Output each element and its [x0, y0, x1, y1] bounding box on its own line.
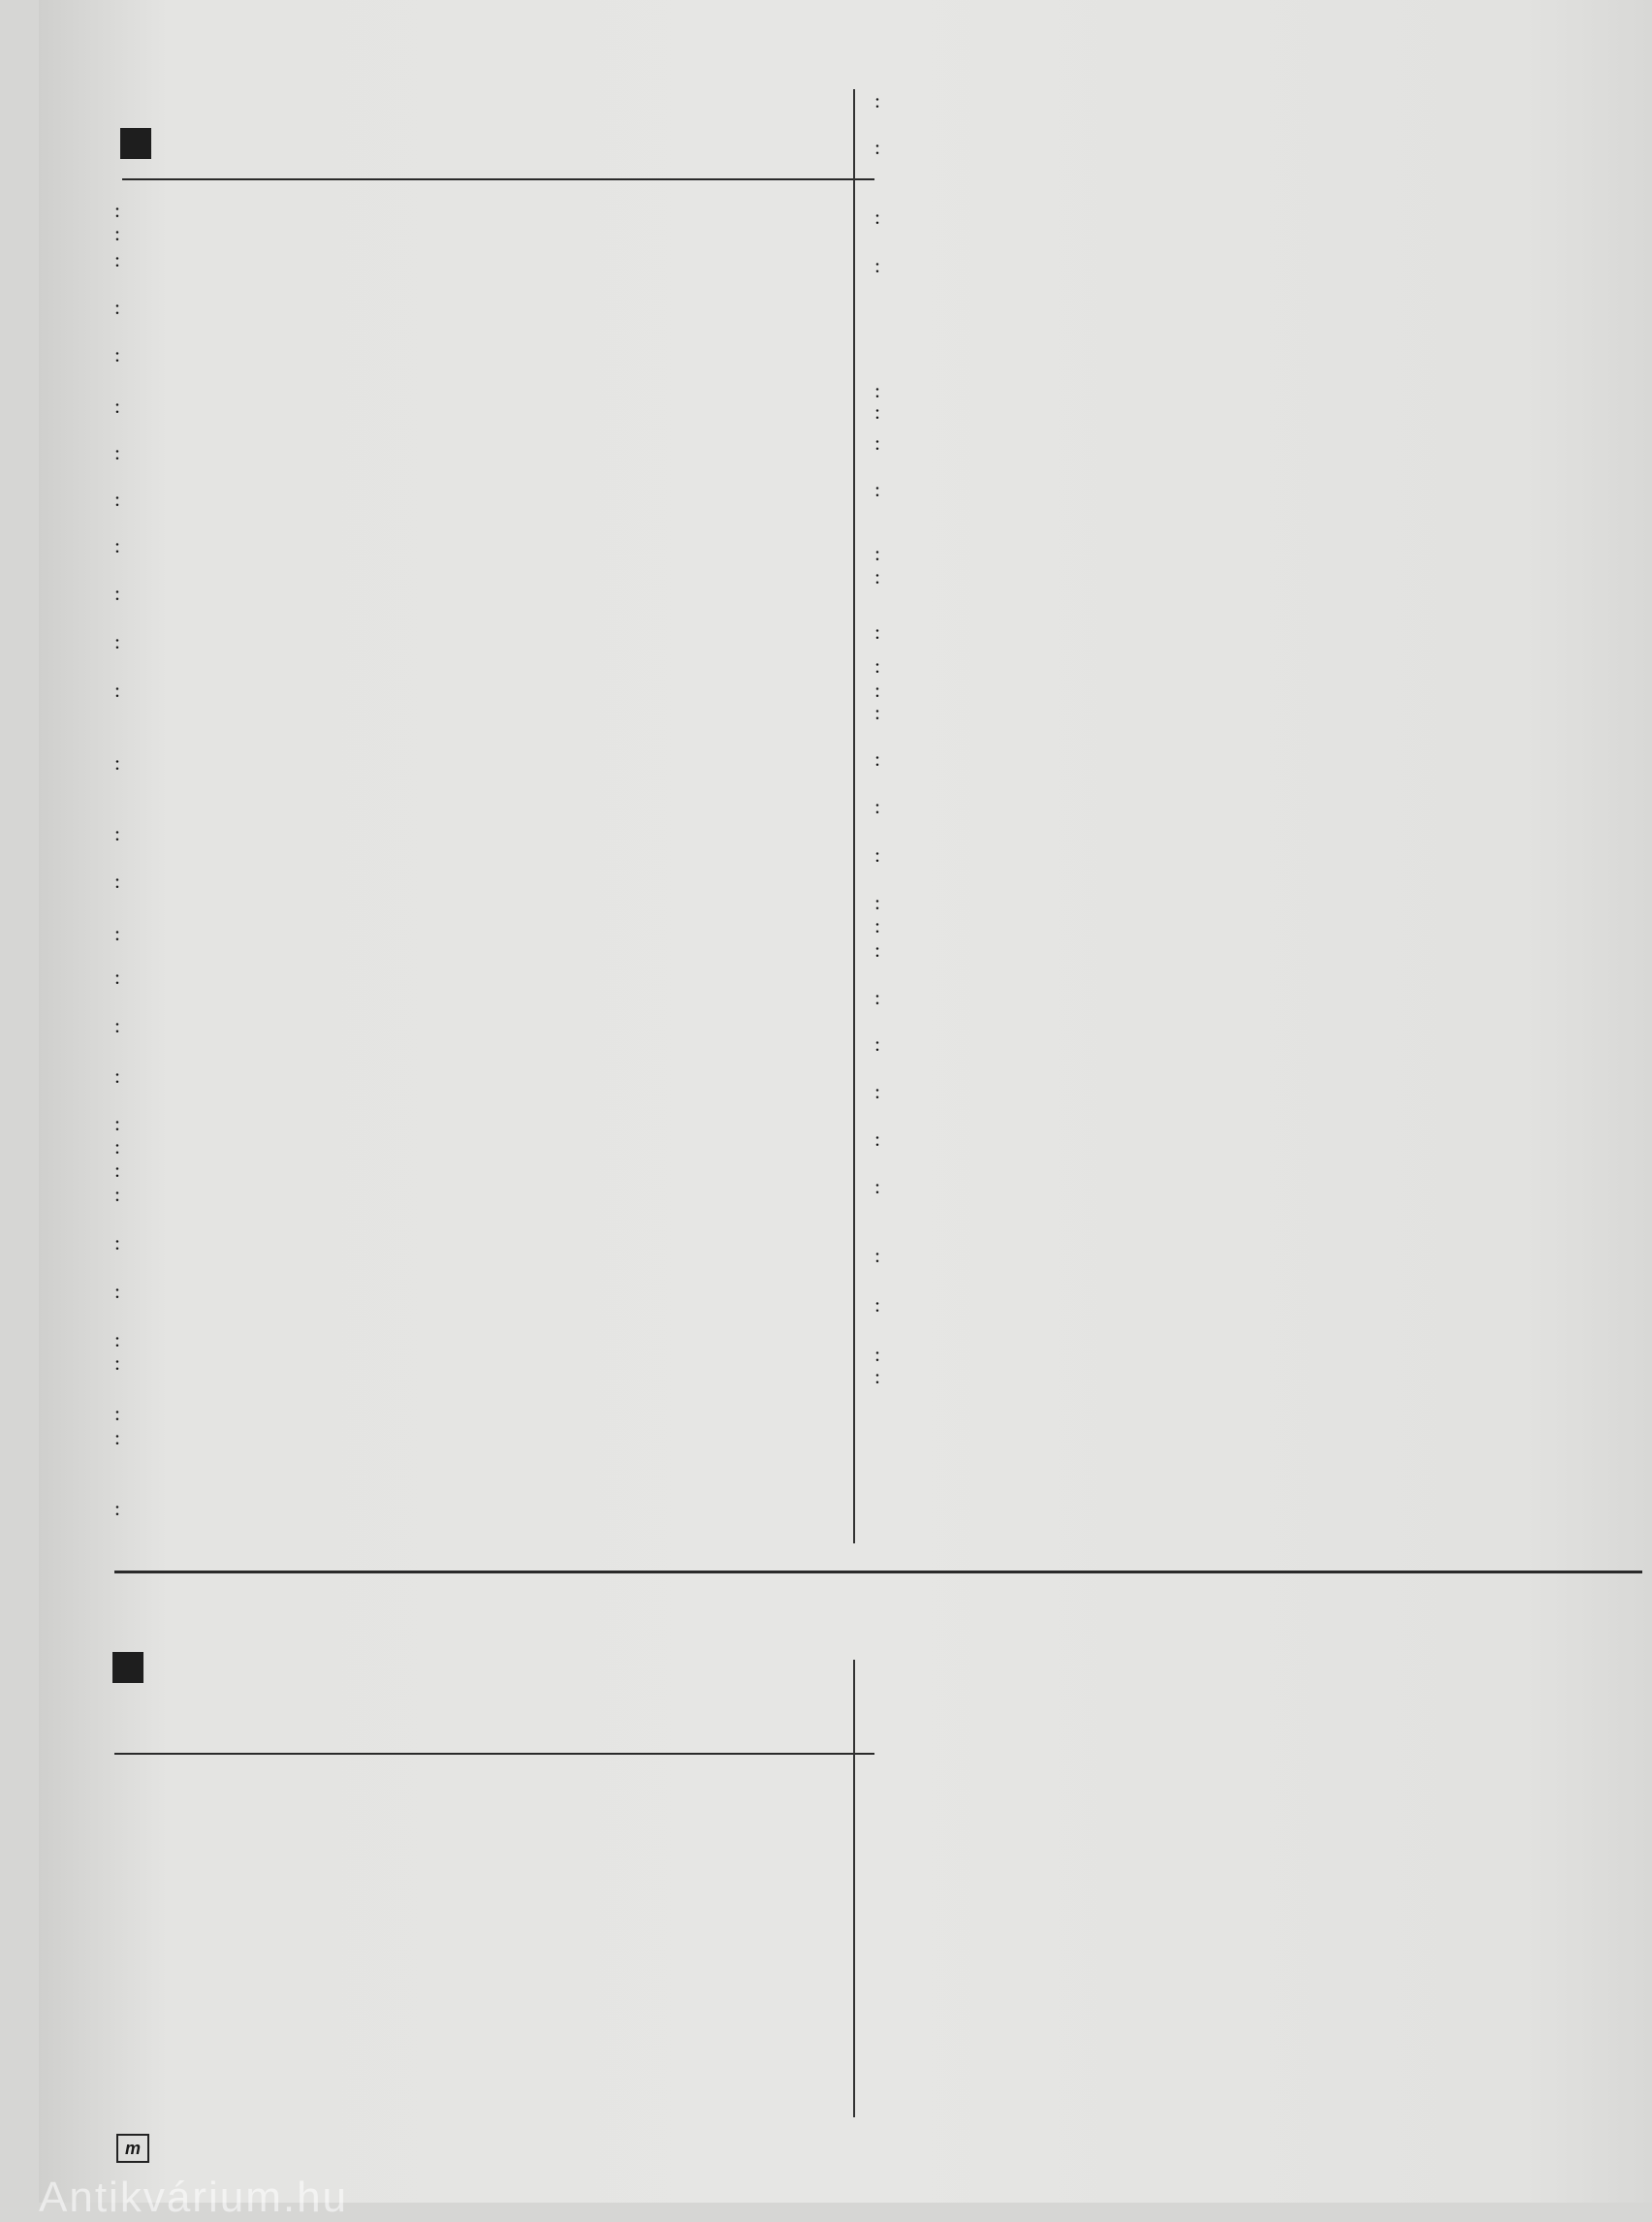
entry-text: :	[114, 343, 120, 366]
index-entry	[874, 1293, 1456, 1317]
entry-text: :	[114, 222, 120, 245]
index-entry	[114, 679, 696, 703]
entry-text: :	[874, 379, 880, 402]
entry-text: :	[114, 488, 120, 511]
index-entry	[874, 379, 1456, 403]
index-entry	[874, 795, 1456, 819]
index-entry	[114, 1426, 696, 1450]
entry-text: :	[874, 747, 880, 771]
page-footer	[112, 2131, 149, 2164]
section-divider	[114, 1571, 1642, 1573]
index-entry	[114, 534, 696, 558]
index-entry	[874, 542, 1456, 566]
index-entry	[114, 222, 696, 246]
index-entry	[114, 630, 696, 654]
index-entry	[114, 1402, 696, 1426]
index-entry	[114, 1183, 696, 1207]
index-entry	[114, 395, 696, 419]
entry-text: :	[874, 1343, 880, 1366]
index-entry	[114, 441, 696, 465]
entry-text: :	[114, 966, 120, 989]
magazine-logo-icon: m	[116, 2134, 149, 2163]
entry-text: :	[874, 891, 880, 914]
entry-text: :	[114, 248, 120, 271]
index-entry	[874, 654, 1456, 679]
entry-text: :	[874, 1175, 880, 1198]
entry-text: :	[874, 843, 880, 867]
index-entry	[874, 431, 1456, 456]
index-entry	[114, 751, 696, 776]
entry-text: :	[874, 620, 880, 644]
index-entry	[114, 248, 696, 272]
entry-text: :	[114, 822, 120, 845]
index-entry	[874, 701, 1456, 725]
entry-text: :	[874, 254, 880, 277]
index-entry	[114, 966, 696, 990]
entry-text: :	[114, 1328, 120, 1351]
entry-text: :	[114, 441, 120, 464]
entry-text: :	[114, 1014, 120, 1037]
entry-text: :	[874, 1032, 880, 1056]
column-divider	[853, 89, 855, 1543]
index-entry	[114, 870, 696, 894]
entry-text: :	[114, 1064, 120, 1088]
entry-text: :	[114, 1231, 120, 1254]
index-entry	[874, 206, 1456, 230]
entry-text: :	[114, 582, 120, 605]
index-entry	[114, 1159, 696, 1183]
entry-text: :	[114, 751, 120, 775]
watermark: Antikvárium.hu	[39, 2174, 349, 2221]
entry-text: :	[874, 1127, 880, 1151]
entry-text: :	[114, 1280, 120, 1303]
entry-text: :	[874, 1080, 880, 1103]
index-entry	[114, 1014, 696, 1038]
index-entry	[874, 1175, 1456, 1199]
heading-rule	[114, 1753, 874, 1755]
index-entry	[874, 938, 1456, 963]
index-entry	[114, 1135, 696, 1159]
index-entry	[114, 582, 696, 606]
index-entry	[114, 1280, 696, 1304]
entry-text: :	[874, 1244, 880, 1267]
index-entry	[874, 1080, 1456, 1104]
entry-text: :	[874, 89, 880, 112]
index-entry	[874, 478, 1456, 502]
entry-text: :	[874, 914, 880, 937]
square-bullet-icon	[120, 128, 151, 159]
index-entry	[114, 822, 696, 846]
index-entry	[874, 679, 1456, 703]
index-entry	[114, 296, 696, 320]
index-entry	[874, 1032, 1456, 1057]
entry-text: :	[114, 1402, 120, 1425]
index-entry	[114, 1497, 696, 1521]
entry-text: :	[114, 630, 120, 653]
index-entry	[114, 1351, 696, 1376]
index-entry	[874, 843, 1456, 868]
entry-text: :	[114, 534, 120, 557]
index-entry	[114, 343, 696, 367]
index-entry	[874, 89, 1456, 113]
section-heading-vadgazdalkodas	[120, 124, 167, 170]
index-entry	[114, 199, 696, 223]
index-entry	[874, 1244, 1456, 1268]
index-entry	[874, 136, 1456, 160]
entry-text: :	[114, 199, 120, 222]
entry-text: :	[874, 1293, 880, 1317]
section-heading-kornyezet	[112, 1648, 159, 1739]
index-entry	[114, 1112, 696, 1136]
entry-text: :	[114, 870, 120, 893]
entry-text: :	[114, 1183, 120, 1206]
entry-text: :	[114, 1135, 120, 1159]
entry-text: :	[874, 400, 880, 424]
index-entry	[874, 620, 1456, 645]
entry-text: :	[114, 1112, 120, 1135]
entry-text: :	[874, 565, 880, 588]
entry-text: :	[114, 679, 120, 702]
entry-text: :	[874, 542, 880, 565]
index-entry	[874, 565, 1456, 589]
entry-text: :	[114, 296, 120, 319]
entry-text: :	[874, 701, 880, 724]
index-entry	[874, 986, 1456, 1010]
index-entry	[114, 922, 696, 946]
entry-text: :	[114, 922, 120, 945]
entry-text: :	[114, 1497, 120, 1520]
index-entry	[874, 891, 1456, 915]
entry-text: :	[114, 1159, 120, 1182]
entry-text: :	[874, 679, 880, 702]
entry-text: :	[114, 1426, 120, 1449]
entry-text: :	[874, 938, 880, 962]
entry-text: :	[874, 654, 880, 678]
index-entry	[874, 1127, 1456, 1152]
entry-text: :	[874, 795, 880, 818]
entry-text: :	[874, 431, 880, 455]
index-entry	[874, 254, 1456, 278]
entry-text: :	[874, 206, 880, 229]
square-bullet-icon	[112, 1652, 143, 1683]
index-entry	[114, 1231, 696, 1255]
index-entry	[114, 488, 696, 512]
page	[39, 0, 1652, 2221]
heading-rule	[122, 178, 874, 180]
entry-text: :	[114, 1351, 120, 1375]
index-entry	[874, 1365, 1456, 1389]
index-entry	[114, 1328, 696, 1352]
entry-text: :	[114, 395, 120, 418]
entry-text: :	[874, 136, 880, 159]
index-entry	[874, 747, 1456, 772]
index-entry	[874, 400, 1456, 425]
index-entry	[874, 1343, 1456, 1367]
entry-text: :	[874, 1365, 880, 1388]
index-entry	[874, 914, 1456, 938]
column-divider	[853, 1660, 855, 2117]
index-entry	[114, 1064, 696, 1089]
entry-text: :	[874, 478, 880, 501]
entry-text: :	[874, 986, 880, 1009]
